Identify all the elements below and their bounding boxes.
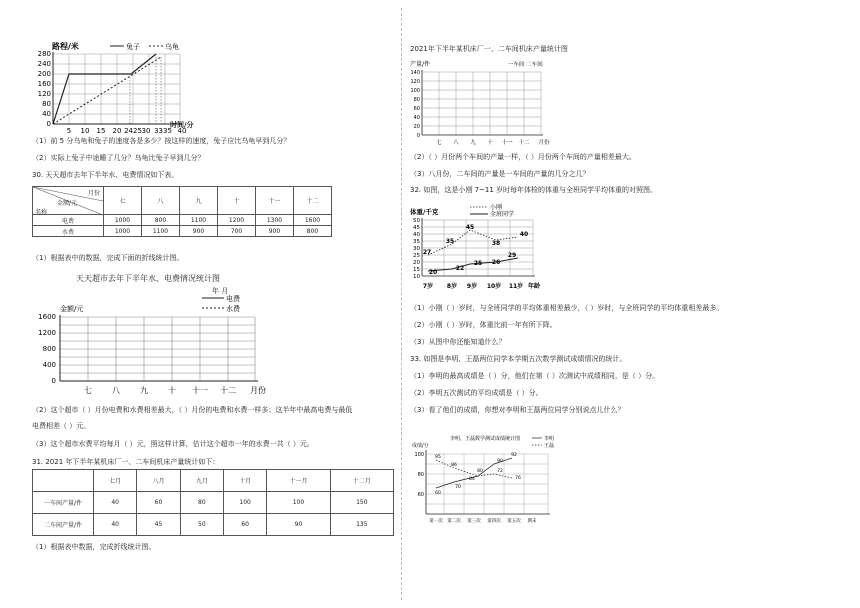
q30-xtick: 十 [168, 386, 176, 395]
cell: 100 [267, 492, 330, 514]
race-xtick: 40 [177, 127, 187, 135]
row-name: 水费 [33, 226, 104, 237]
q32-ytick: 25 [413, 253, 420, 259]
q30-table [32, 186, 332, 237]
q30-xtick: 十二 [220, 386, 236, 395]
q33-xtick: 第五次 [507, 519, 521, 524]
cell: 100 [223, 492, 266, 514]
race-xtick: 2425 [124, 127, 142, 135]
q30-sub-3: （3）这个超市水费平均每月（ ）元，照这样计算，估计这个超市一年的水费一共（ ）元。 [32, 440, 314, 448]
cell: 800 [294, 226, 332, 237]
q32-xunit: 年龄 [527, 283, 541, 290]
avg-value-label: 26 [491, 259, 501, 266]
liming-value-label: 60 [435, 491, 441, 496]
race-ytick: 160 [37, 80, 51, 88]
question-2: （2）实际上兔子中途睡了几分？乌龟比兔子早到几分？ [32, 154, 205, 162]
q31-grid [422, 72, 541, 135]
race-xtick: 5 [66, 127, 72, 135]
race-line-chart [32, 40, 202, 135]
q31-chart-ylabel: 产量/件 [410, 61, 431, 68]
avg-value-label: 22 [455, 265, 465, 272]
q30-xunit: 月份 [250, 386, 266, 395]
legend-water-label: 水费 [226, 305, 240, 313]
cell: 45 [137, 514, 180, 536]
q30-grid [60, 317, 255, 381]
race-ytick: 120 [37, 90, 51, 98]
legend-turtle-label: 乌龟 [165, 43, 179, 51]
table-row [33, 492, 394, 514]
q30-empty-chart [32, 292, 266, 397]
q30-month-header: 十二 [294, 187, 332, 215]
q31-month-header: 九月 [180, 470, 223, 492]
xg-value-label: 35 [445, 238, 455, 245]
avg-value-label: 20 [428, 269, 438, 276]
race-ytick: 280 [37, 50, 51, 58]
cell: 150 [330, 492, 393, 514]
q30-sub-2a: （2）这个超市（ ）月份电费和水费相差最大，（ ）月份的电费和水费一样多；这半年中最高电费与最低 [32, 406, 353, 414]
q32-weight-chart [408, 200, 548, 294]
q33-sub-3: （3）看了他们的成绩，你想对李明和王磊两位同学分别说点儿什么？ [410, 406, 625, 414]
race-xtick: 15 [96, 127, 106, 135]
liming-value-label: 70 [455, 485, 461, 490]
q33-score-chart [408, 432, 573, 528]
liming-value-label: 84 [469, 477, 475, 482]
q31-ytick: 80 [413, 97, 420, 103]
table-row [33, 514, 394, 536]
cell: 1000 [104, 226, 142, 237]
q31-sub-2: （2）（ ）月份两个车间的产量一样，（ ）月份两个车间的产量相差最大。 [410, 153, 636, 161]
race-ytick: 40 [42, 110, 51, 118]
q32-xtick: 8岁 [446, 283, 458, 290]
q33-ytick: 80 [417, 472, 424, 478]
legend-a-label: 李明 [544, 436, 555, 442]
legend-xg-label: 小刚 [490, 204, 503, 211]
q30-ytick: 1600 [38, 313, 56, 321]
q33-chart-ylabel: 成绩/分 [412, 443, 429, 449]
avg-value-label: 29 [507, 252, 517, 259]
q32-ytick: 10 [413, 274, 420, 280]
race-xtick: 10 [80, 127, 90, 135]
q32-xtick: 7岁 [422, 283, 434, 290]
q30-title: 30. 天天超市去年下半年水、电费情况如下表。 [32, 171, 179, 179]
corner-amount: 金额/元 [57, 200, 78, 207]
legend-avg-label: 全班同学 [490, 211, 515, 218]
race-xtick: 30 [141, 127, 151, 135]
cell: 900 [256, 226, 294, 237]
wanglei-value-label: 76 [515, 476, 521, 481]
q31-ytick: 20 [413, 124, 420, 130]
avg-value-label: 25 [473, 260, 483, 267]
xg-value-label: 27 [422, 249, 432, 256]
q33-ytick: 100 [414, 452, 424, 458]
q31-month-header: 十月 [223, 470, 266, 492]
cell: 50 [180, 514, 223, 536]
legend-rabbit-label: 兔子 [126, 43, 140, 51]
q30-month-header: 十一 [256, 187, 294, 215]
q31-xtick: 七 [436, 140, 442, 146]
q33-grid [426, 454, 548, 514]
liming-value-label: 92 [511, 453, 517, 458]
q31-title: 31. 2021 年下半年某机床厂一、二车间机床产量统计如下： [32, 458, 220, 466]
cell: 1600 [294, 215, 332, 226]
q32-xtick: 10岁 [486, 283, 502, 290]
q32-chart-ylabel: 体重/千克 [410, 208, 439, 216]
table-row [33, 215, 332, 226]
q32-xtick: 11岁 [508, 283, 524, 290]
q31-sub-1: （1）根据表中数据，完成折线统计图。 [32, 543, 156, 551]
xg-value-label: 38 [491, 240, 501, 247]
race-xtick: 3335 [154, 127, 172, 135]
q30-table-corner [33, 187, 104, 215]
cell: 60 [223, 514, 266, 536]
q30-xtick: 八 [112, 386, 120, 395]
cell: 1300 [256, 215, 294, 226]
cell: 1200 [218, 215, 256, 226]
q30-month-header: 八 [142, 187, 180, 215]
cell: 700 [218, 226, 256, 237]
q33-xtick: 第二次 [447, 519, 461, 524]
q33-sub-2: （2）李明五次测试的平均成绩是（ ）分。 [410, 389, 543, 397]
q30-month-header: 十 [218, 187, 256, 215]
corner-month: 月份 [87, 190, 100, 197]
q31-ytick: 140 [410, 70, 420, 76]
q32-grid [422, 220, 533, 276]
q31-ytick: 60 [413, 106, 420, 112]
q33-xtick: 第一次 [429, 519, 443, 524]
q31-xtick: 十一 [501, 140, 513, 146]
q32-xtick: 9岁 [466, 283, 478, 290]
q30-xtick: 十一 [192, 386, 208, 395]
q30-ytick: 800 [42, 345, 56, 353]
race-xtick: 20 [112, 127, 122, 135]
q32-ytick: 45 [413, 225, 420, 231]
q31-xtick: 十二 [518, 140, 530, 146]
q30-chart-ylabel: 金额/元 [60, 305, 84, 313]
q30-sub-2b: 电费相差（ ）元。 [32, 422, 91, 430]
q30-ytick: 1200 [38, 329, 56, 337]
q33-ytick: 60 [417, 492, 424, 498]
q31-ytick: 0 [416, 133, 420, 139]
race-xlabel: 时间/分 [170, 121, 194, 129]
xg-value-label: 45 [465, 224, 475, 231]
q31-ytick: 40 [413, 115, 420, 121]
q31-corner [33, 470, 94, 492]
race-ytick: 80 [42, 100, 51, 108]
cell: 40 [94, 514, 137, 536]
column-divider [401, 8, 402, 600]
q31-month-header: 七月 [94, 470, 137, 492]
q31-ytick: 120 [410, 79, 420, 85]
row-name: 一车间产量/件 [33, 492, 94, 514]
cell: 1100 [180, 215, 218, 226]
q30-xtick: 九 [140, 386, 148, 395]
xg-value-label: 40 [519, 231, 529, 238]
q31-month-header: 十二月 [330, 470, 393, 492]
q33-xtick: 第三次 [467, 519, 481, 524]
cell: 1100 [142, 226, 180, 237]
q32-ytick: 30 [413, 246, 420, 252]
q31-empty-chart [408, 57, 568, 149]
q31-chart-legend: 一车间 二车间 [508, 62, 543, 68]
corner-name: 名称 [35, 209, 48, 216]
q31-month-header: 十一月 [267, 470, 330, 492]
q32-sub-1: （1）小刚（ ）岁时，与全班同学的平均体重相差最少，（ ）岁时，与全班同学的平均体重相差最多。 [410, 304, 724, 312]
cell: 800 [142, 215, 180, 226]
wanglei-value-label: 80 [477, 469, 483, 474]
q31-xunit: 月份 [538, 140, 550, 146]
q31-ytick: 100 [410, 88, 420, 94]
q32-sub-2: （2）小刚（ ）岁时，体重比前一年有所下降。 [410, 321, 557, 329]
race-chart-ylabel: 路程/米 [52, 42, 79, 51]
q31-xtick: 九 [470, 140, 476, 146]
row-name: 二车间产量/件 [33, 514, 94, 536]
cell: 40 [94, 492, 137, 514]
q32-ytick: 40 [413, 232, 420, 238]
q30-month-header: 七 [104, 187, 142, 215]
q33-xtick: 期末 [527, 519, 537, 524]
legend-b-label: 王磊 [544, 443, 555, 449]
race-ytick: 240 [37, 60, 51, 68]
q30-ytick: 0 [51, 377, 56, 385]
question-1: （1）前 5 分乌龟和兔子的速度各是多少？按这样的速度，兔子应比乌龟早到几分？ [32, 137, 291, 145]
q32-ytick: 35 [413, 239, 420, 245]
q33-xtick: 第四次 [487, 519, 501, 524]
wanglei-value-label: 95 [435, 455, 441, 460]
cell: 1000 [104, 215, 142, 226]
row-name: 电费 [33, 215, 104, 226]
q31-xtick: 十 [487, 140, 493, 146]
legend-elec-label: 电费 [226, 295, 240, 303]
q30-chart-title: 天天超市去年下半年水、电费情况统计图 [76, 274, 220, 283]
cell: 900 [180, 226, 218, 237]
table-row [33, 226, 332, 237]
q32-ytick: 20 [413, 260, 420, 266]
q31-sub-3: （3）八月份，二车间的产量是一车间的产量的几分之几？ [410, 170, 590, 178]
q31-xtick: 八 [453, 140, 459, 146]
rabbit-line [53, 54, 156, 124]
q30-chart-year-month: 年 月 [212, 287, 229, 295]
cell: 80 [180, 492, 223, 514]
cell: 90 [267, 514, 330, 536]
q32-ytick: 50 [413, 218, 420, 224]
cell: 60 [137, 492, 180, 514]
liming-value-label: 90 [497, 459, 503, 464]
cell: 135 [330, 514, 393, 536]
q33-sub-1: （1）李明的最高成绩是（ ）分，他们在第（ ）次测试中成绩相同，是（ ）分。 [410, 372, 660, 380]
race-ytick: 0 [46, 120, 51, 128]
race-ytick: 200 [37, 70, 51, 78]
q31-chart-title: 2021年下半年某机床厂一、二车间机床产量统计图 [410, 45, 568, 53]
wanglei-value-label: 72 [497, 469, 503, 474]
q33-title: 33. 如图是李明、王磊两位同学本学期五次数学测试成绩情况的统计。 [410, 355, 627, 363]
q30-xtick: 七 [84, 386, 92, 395]
wanglei-value-label: 86 [451, 463, 457, 468]
q33-chart-title: 李明、王磊数学测试成绩统计图 [450, 436, 521, 442]
q31-table [32, 469, 394, 536]
q32-sub-3: （3）从图中你还能知道什么？ [410, 338, 506, 346]
q31-month-header: 八月 [137, 470, 180, 492]
q30-ytick: 400 [42, 361, 56, 369]
q32-ytick: 15 [413, 267, 420, 273]
q32-title: 32. 如图，这是小刚 7~11 岁时每年体检的体重与全班同学平均体重的对照图。 [410, 186, 658, 194]
q30-month-header: 九 [180, 187, 218, 215]
q30-sub-1: （1）根据表中的数据，完成下面的折线统计图。 [32, 254, 184, 262]
